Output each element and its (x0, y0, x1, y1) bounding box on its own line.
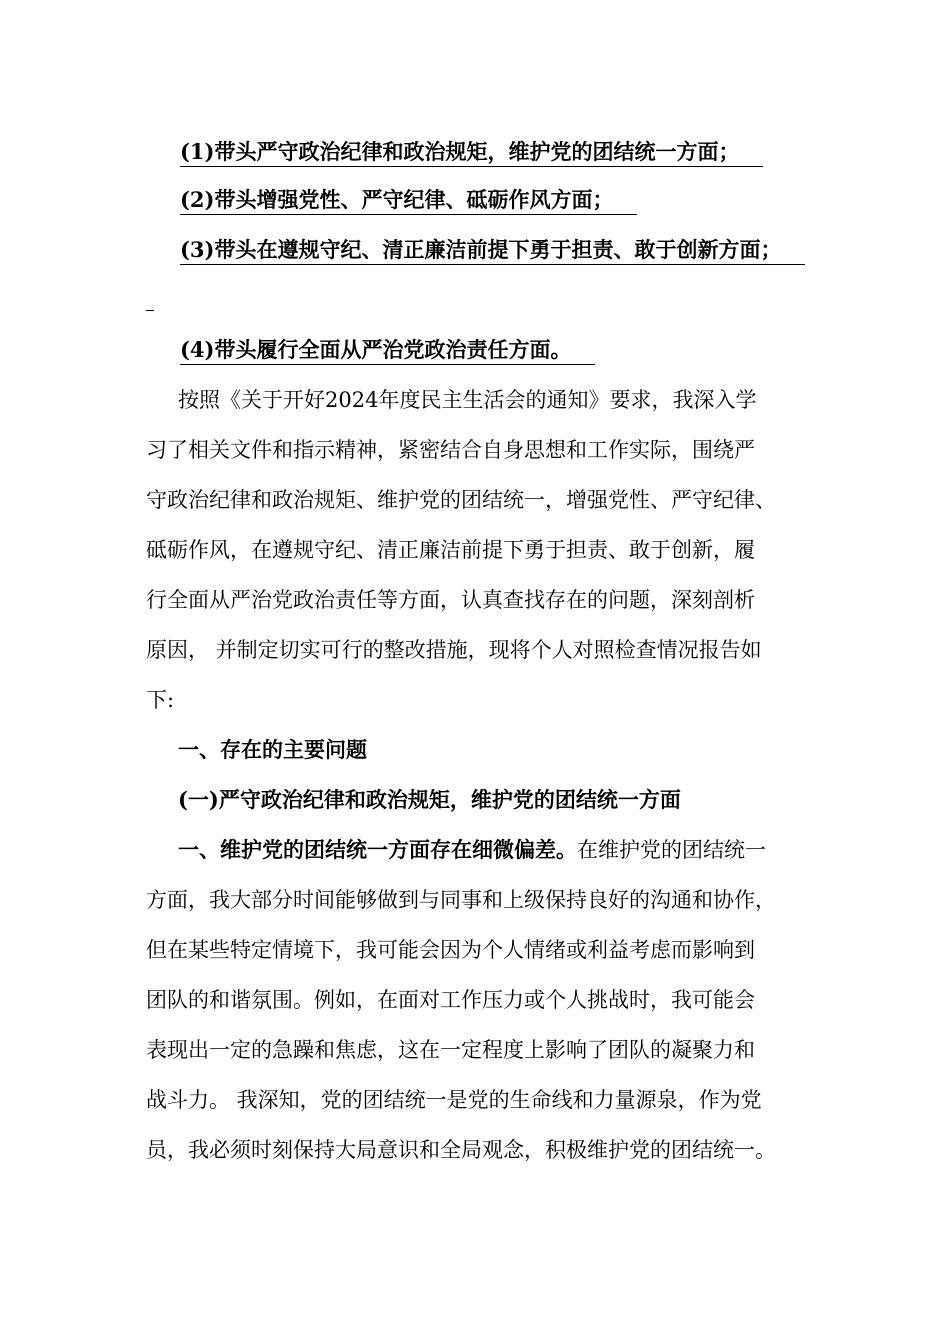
toc-item-2: (2)带头增强党性、严守纪律、砥砺作风方面； (180, 186, 637, 215)
point-line-3: 但在某些特定情境下，我可能会因为个人情绪或利益考虑而影响到 (146, 938, 755, 962)
subsection-heading: (一)严守政治纪律和政治规矩，维护党的团结统一方面 (178, 787, 681, 812)
intro-line-7: 下: (146, 688, 175, 712)
toc-item-3: (3)带头在遵规守纪、清正廉洁前提下勇于担责、敢于创新方面； (180, 236, 805, 265)
point-bold-lead: 一、维护党的团结统一方面存在细微偏差。 (178, 837, 577, 862)
intro-line-1: 按照《关于开好2024年度民主生活会的通知》要求，我深入学 (178, 388, 757, 412)
intro-line-5: 行全面从严治党政治责任等方面，认真查找存在的问题，深刻剖析 (146, 588, 755, 612)
point-line-2: 方面，我大部分时间能够做到与同事和上级保持良好的沟通和协作， (146, 888, 776, 912)
point-line-7: 员，我必须时刻保持大局意识和全局观念，积极维护党的团结统一。 (146, 1138, 776, 1162)
point-line-6: 战斗力。 我深知，党的团结统一是党的生命线和力量源泉，作为党 (146, 1088, 762, 1112)
point-first-line (178, 836, 766, 864)
intro-line-6: 原因， 并制定切实可行的整改措施，现将个人对照检查情况报告如 (146, 638, 762, 662)
intro-line-4: 砥砺作风，在遵规守纪、清正廉洁前提下勇于担责、敢于创新，履 (146, 538, 755, 562)
point-first-line-rest: 在维护党的团结统一 (577, 838, 766, 862)
intro-line-2: 习了相关文件和指示精神，紧密结合自身思想和工作实际，围绕严 (146, 438, 755, 462)
intro-line-3: 守政治纪律和政治规矩、维护党的团结统一，增强党性、严守纪律、 (146, 488, 776, 512)
toc-item-1: (1)带头严守政治纪律和政治规矩，维护党的团结统一方面； (180, 138, 763, 167)
toc-item-4: (4)带头履行全面从严治党政治责任方面。 (180, 336, 595, 365)
stray-underline-mark (146, 296, 154, 311)
section-heading: 一、存在的主要问题 (178, 737, 367, 762)
point-line-4: 团队的和谐氛围。例如，在面对工作压力或个人挑战时，我可能会 (146, 988, 755, 1012)
point-line-5: 表现出一定的急躁和焦虑，这在一定程度上影响了团队的凝聚力和 (146, 1038, 755, 1062)
